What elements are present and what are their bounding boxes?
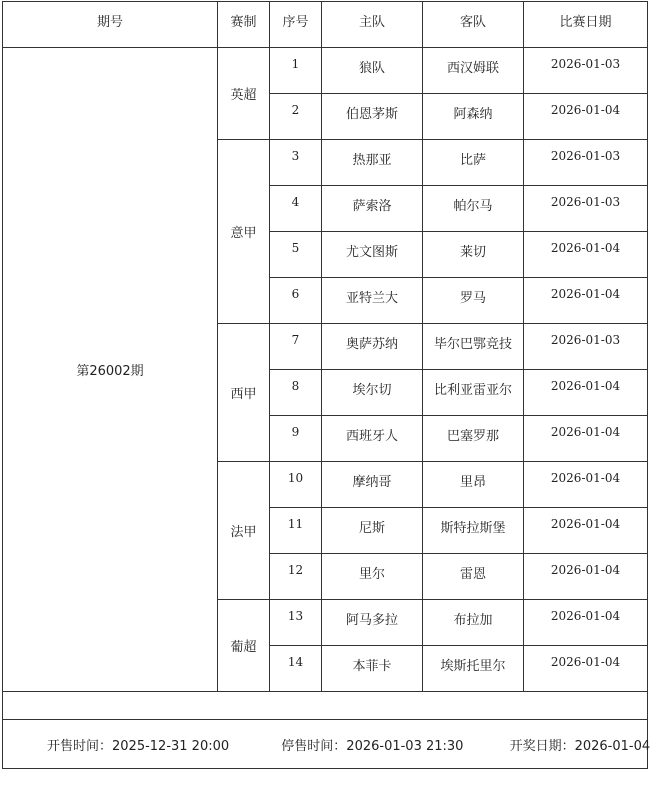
home-team: 伯恩茅斯 [322, 94, 423, 140]
match-date: 2026-01-04 [524, 232, 648, 278]
away-team: 比萨 [423, 140, 524, 186]
match-date: 2026-01-04 [524, 278, 648, 324]
footer-row [3, 720, 648, 769]
away-team: 里昂 [423, 462, 524, 508]
match-date: 2026-01-03 [524, 48, 648, 94]
header-home: 主队 [322, 2, 423, 48]
match-number: 2 [270, 94, 322, 140]
away-team: 阿森纳 [423, 94, 524, 140]
away-team: 布拉加 [423, 600, 524, 646]
league-cell: 意甲 [218, 140, 270, 324]
match-date: 2026-01-04 [524, 646, 648, 692]
match-date: 2026-01-04 [524, 462, 648, 508]
home-team: 尼斯 [322, 508, 423, 554]
match-number: 4 [270, 186, 322, 232]
away-team: 莱切 [423, 232, 524, 278]
match-number: 3 [270, 140, 322, 186]
match-number: 10 [270, 462, 322, 508]
period-cell: 第26002期 [3, 48, 218, 692]
away-team: 罗马 [423, 278, 524, 324]
match-date: 2026-01-04 [524, 600, 648, 646]
match-number: 6 [270, 278, 322, 324]
header-league: 赛制 [218, 2, 270, 48]
header-date: 比赛日期 [524, 2, 648, 48]
match-number: 13 [270, 600, 322, 646]
match-date: 2026-01-03 [524, 140, 648, 186]
footer-cell [3, 720, 648, 769]
match-date: 2026-01-04 [524, 554, 648, 600]
match-date: 2026-01-04 [524, 508, 648, 554]
match-number: 11 [270, 508, 322, 554]
home-team: 里尔 [322, 554, 423, 600]
league-cell: 英超 [218, 48, 270, 140]
match-date: 2026-01-03 [524, 186, 648, 232]
home-team: 热那亚 [322, 140, 423, 186]
home-team: 萨索洛 [322, 186, 423, 232]
match-number: 7 [270, 324, 322, 370]
home-team: 阿马多拉 [322, 600, 423, 646]
away-team: 毕尔巴鄂竞技 [423, 324, 524, 370]
away-team: 比利亚雷亚尔 [423, 370, 524, 416]
match-number: 5 [270, 232, 322, 278]
away-team: 埃斯托里尔 [423, 646, 524, 692]
match-number: 12 [270, 554, 322, 600]
home-team: 奥萨苏纳 [322, 324, 423, 370]
match-number: 14 [270, 646, 322, 692]
match-number: 8 [270, 370, 322, 416]
sale-end-time: 停售时间：2026-01-03 21:30 [281, 738, 464, 754]
away-team: 斯特拉斯堡 [423, 508, 524, 554]
spacer-row [3, 692, 648, 720]
away-team: 巴塞罗那 [423, 416, 524, 462]
header-away: 客队 [423, 2, 524, 48]
match-schedule-table [2, 1, 648, 769]
away-team: 西汉姆联 [423, 48, 524, 94]
home-team: 摩纳哥 [322, 462, 423, 508]
draw-date: 开奖日期：2026-01-04 [509, 738, 650, 754]
spacer-cell [3, 692, 648, 720]
home-team: 西班牙人 [322, 416, 423, 462]
match-date: 2026-01-04 [524, 416, 648, 462]
home-team: 本菲卡 [322, 646, 423, 692]
away-team: 雷恩 [423, 554, 524, 600]
home-team: 亚特兰大 [322, 278, 423, 324]
away-team: 帕尔马 [423, 186, 524, 232]
home-team: 埃尔切 [322, 370, 423, 416]
match-date: 2026-01-04 [524, 94, 648, 140]
match-number: 9 [270, 416, 322, 462]
match-date: 2026-01-03 [524, 324, 648, 370]
match-date: 2026-01-04 [524, 370, 648, 416]
league-cell: 法甲 [218, 462, 270, 600]
match-body [3, 48, 648, 692]
league-cell: 西甲 [218, 324, 270, 462]
match-row [3, 48, 648, 94]
match-number: 1 [270, 48, 322, 94]
header-period: 期号 [3, 2, 218, 48]
sale-start-time: 开售时间：2025-12-31 20:00 [47, 738, 230, 754]
league-cell: 葡超 [218, 600, 270, 692]
header-row [3, 2, 648, 48]
home-team: 尤文图斯 [322, 232, 423, 278]
header-index: 序号 [270, 2, 322, 48]
home-team: 狼队 [322, 48, 423, 94]
